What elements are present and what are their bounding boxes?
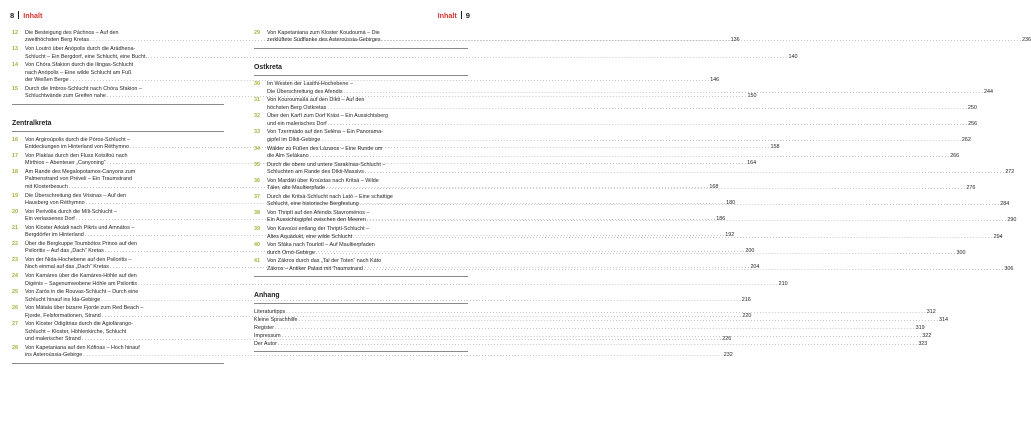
page-number: 140 bbox=[788, 53, 798, 60]
section-title: Zentralkreta bbox=[12, 119, 52, 127]
tour-number: 33 bbox=[254, 129, 260, 136]
entry-text bbox=[267, 81, 993, 96]
entry-title-text: Digénis – Sagenumwobene Höhle am Psiloritis bbox=[25, 280, 138, 287]
dot-leader bbox=[364, 266, 1004, 273]
left-page-number: 8 bbox=[10, 11, 15, 20]
entry-line bbox=[267, 194, 1009, 201]
page-number: 256 bbox=[968, 120, 978, 127]
entry-title-text: Von Chóra Sfakion durch die Ilingas-Schlucht bbox=[25, 62, 134, 69]
dot-leader bbox=[316, 250, 956, 257]
page-number: 306 bbox=[1004, 265, 1014, 272]
left-page-header bbox=[10, 9, 42, 23]
toc-entry bbox=[254, 113, 978, 128]
entry-title-text: ins Asteroússia-Gebirge bbox=[25, 352, 83, 359]
entry-title-text: Von Tzermiádo auf den Seléna – Ein Panorama- bbox=[267, 129, 383, 136]
entry-line bbox=[267, 89, 993, 96]
dot-leader bbox=[328, 121, 968, 128]
entry-line bbox=[25, 352, 733, 359]
tour-number: 20 bbox=[12, 208, 18, 215]
entry-title-text: Register bbox=[254, 325, 275, 332]
toc-entry bbox=[254, 341, 928, 348]
entry-title-text: Täler, alte Maultierpfade bbox=[267, 185, 325, 192]
entry-text bbox=[267, 129, 971, 144]
entry-line bbox=[267, 266, 1013, 273]
entry-line bbox=[267, 162, 1014, 169]
page-number: 262 bbox=[961, 136, 971, 143]
entry-title-text: Über den Karfí zum Dorf Krási – Ein Aussichtsberg bbox=[267, 113, 389, 120]
entry-line bbox=[267, 105, 977, 112]
entry-title-text: Schlucht – Ein Bergdorf, eine Schlucht, eine Bucht. bbox=[25, 53, 147, 60]
entry-title-text: Durch die Imbros-Schlucht nach Chóra Sfakion – bbox=[25, 85, 142, 92]
entry-title-text: Von Zákros durch das „Tal der Toten“ nach Káto bbox=[267, 258, 382, 265]
tour-number: 29 bbox=[254, 30, 260, 36]
header-divider bbox=[461, 11, 462, 19]
entry-title-text: Psiloritis – Auf das „Dach“ Kretas bbox=[25, 248, 104, 255]
dot-leader bbox=[326, 185, 966, 192]
tour-number: 25 bbox=[12, 289, 18, 296]
entry-line bbox=[267, 258, 1013, 265]
dot-leader bbox=[353, 234, 993, 241]
entry-title-text: Von Kouroumaïlá auf den Díkti – Auf den bbox=[267, 97, 365, 104]
tour-number: 18 bbox=[12, 169, 18, 176]
page-number: 180 bbox=[726, 199, 736, 206]
entry-title-text: Palmenstrand von Préveli – Ein Traumstrand bbox=[25, 176, 132, 183]
entry-title-text: Am Rande des Megalopotamos-Canyons zum bbox=[25, 169, 136, 176]
entry-title-text: durch Ornó-Gebirge bbox=[267, 249, 315, 256]
tour-number: 40 bbox=[254, 242, 260, 249]
entry-title-text: Impressum bbox=[254, 333, 281, 340]
dot-leader bbox=[365, 169, 1005, 176]
entry-title-text: Die Überschreitung des Afendis bbox=[267, 88, 343, 95]
dot-leader bbox=[298, 317, 938, 324]
entry-text bbox=[254, 309, 936, 316]
right-header-title: Inhalt bbox=[437, 11, 457, 20]
entry-title-text: Im Westen der Lasithi-Hochebene – bbox=[267, 81, 353, 88]
entry-text bbox=[267, 226, 1003, 241]
entry-title-text: Von Perivólia durch die Míli-Schlucht – bbox=[25, 208, 117, 215]
entry-line bbox=[254, 325, 925, 332]
right-page-number: 9 bbox=[465, 11, 470, 20]
toc-entry bbox=[12, 273, 788, 288]
dot-leader bbox=[327, 105, 967, 112]
entry-line bbox=[254, 309, 936, 316]
tour-number: 19 bbox=[12, 192, 18, 199]
entry-text bbox=[267, 210, 1016, 225]
page-number: 164 bbox=[747, 160, 757, 167]
tour-number: 37 bbox=[254, 193, 260, 200]
page-number: 146 bbox=[710, 77, 720, 84]
toc-entry bbox=[254, 81, 994, 96]
tour-number: 28 bbox=[12, 344, 18, 351]
dot-leader bbox=[278, 341, 918, 348]
entry-line bbox=[267, 169, 1014, 176]
entry-title-text: Fjorde, Felsformationen, Strand bbox=[25, 312, 101, 319]
entry-title-text: Von Argiroúpolis durch die Póros-Schlucht – bbox=[25, 136, 131, 143]
page-number: 284 bbox=[1000, 201, 1010, 208]
tour-number: 35 bbox=[254, 161, 260, 168]
entry-line bbox=[267, 113, 977, 120]
entry-title-text: nach Anópolis – Eine wilde Schlucht am Fuß bbox=[25, 69, 132, 76]
tour-number: 26 bbox=[12, 305, 18, 312]
entry-line bbox=[267, 250, 965, 257]
entry-title-text: Von Kloster Arkádi nach Pikris und Amnátos – bbox=[25, 224, 135, 231]
tour-number: 16 bbox=[12, 136, 18, 143]
page-number: 266 bbox=[950, 152, 960, 159]
page-number: 276 bbox=[966, 185, 976, 192]
entry-line bbox=[267, 81, 993, 88]
page-number: 290 bbox=[1007, 217, 1017, 224]
header-divider bbox=[18, 11, 19, 19]
entry-text bbox=[267, 162, 1014, 177]
toc-entry bbox=[12, 46, 798, 61]
entry-text bbox=[267, 30, 1031, 45]
entry-title-text: Altes Aquädukt, eine wilde Schlucht bbox=[267, 233, 353, 240]
entry-text bbox=[254, 341, 927, 348]
page-number: 200 bbox=[745, 248, 755, 255]
tour-number: 34 bbox=[254, 145, 260, 152]
entry-line bbox=[254, 341, 927, 348]
entry-title-text: Von Kapetaniana zum Kloster Koudoumá – Die bbox=[267, 30, 380, 36]
entry-title-text: Schlucht, eine historische Bergfestung bbox=[267, 201, 359, 208]
entry-line bbox=[267, 146, 959, 153]
entry-title-text: Von Mátala über bizarre Fjorde zum Red Beach – bbox=[25, 305, 144, 312]
page-number: 220 bbox=[742, 312, 752, 319]
entry-line bbox=[267, 37, 1031, 44]
entry-title-text: Schlucht – Kloster, Höhlenkirche, Schlucht bbox=[25, 328, 127, 335]
entry-title-text: Noch einmal auf das „Dach“ Kretas bbox=[25, 264, 109, 271]
entry-title-text: Die Besteigung des Páchnos – Auf den bbox=[25, 30, 119, 36]
entry-title-text: die Alm Selákano bbox=[267, 152, 309, 159]
entry-line bbox=[267, 201, 1009, 208]
entry-title-text: Ein Aussichtsgipfel zwischen den Meeren bbox=[267, 217, 366, 224]
page-number: 232 bbox=[723, 352, 733, 359]
dot-leader bbox=[83, 352, 723, 359]
tour-number: 15 bbox=[12, 85, 18, 92]
entry-title-text: Mírthios – Abenteuer „Canyoning“ bbox=[25, 160, 106, 167]
entry-title-text: Durch die Kritsá-Schlucht nach Lató – Eine schattige bbox=[267, 193, 393, 200]
page-number: 150 bbox=[747, 93, 757, 100]
entry-line bbox=[267, 242, 965, 249]
page-number: 322 bbox=[922, 333, 932, 340]
entry-line bbox=[267, 217, 1016, 224]
entry-title-text: Von Kloster Odigítrias durch die Agiofárango- bbox=[25, 321, 133, 328]
page-number: 300 bbox=[956, 249, 966, 256]
entry-line bbox=[267, 30, 1031, 37]
entry-line bbox=[267, 121, 977, 128]
entry-title-text: und ein malerisches Dorf bbox=[267, 120, 327, 127]
entry-title-text: Zákros – Antiker Palast mit Traumstrand bbox=[267, 265, 363, 272]
entry-title-text: Von Kapetaniana auf den Kófinas – Hoch hinauf bbox=[25, 344, 140, 351]
dot-leader bbox=[382, 37, 1022, 44]
entry-title-text: Hausberg von Réthymno bbox=[25, 199, 85, 206]
entry-title-text: Ein verlassenes Dorf bbox=[25, 216, 75, 223]
entry-title-text: Schluchtwände zum Greifen nahe bbox=[25, 93, 106, 100]
entry-title-text: und malerischer Strand bbox=[25, 336, 81, 343]
tour-number: 36 bbox=[254, 177, 260, 184]
toc-entry bbox=[254, 325, 925, 332]
right-page-header bbox=[438, 9, 470, 23]
entry-title-text: Schluchten am Rande des Díkti-Massivs bbox=[267, 169, 364, 176]
entry-text bbox=[254, 325, 925, 332]
entry-line bbox=[267, 97, 977, 104]
entry-title-text: zerklüftete Südflanke des Asteroússia-Gebirges bbox=[267, 37, 381, 44]
entry-line bbox=[267, 185, 975, 192]
page-number: 236 bbox=[1022, 37, 1031, 44]
entry-title-text: Literaturtipps bbox=[254, 309, 286, 316]
entry-title-text: gipfel im Díkti-Gebirge bbox=[267, 136, 321, 143]
tour-number: 21 bbox=[12, 224, 18, 231]
entry-text bbox=[267, 258, 1013, 273]
tour-number: 27 bbox=[12, 321, 18, 328]
tour-number: 14 bbox=[12, 62, 18, 69]
entry-title-text: zweithöchsten Berg Kretas bbox=[25, 37, 90, 44]
section-title: Anhang bbox=[254, 292, 280, 300]
page-number: 168 bbox=[709, 183, 719, 190]
tour-number: 23 bbox=[12, 257, 18, 264]
page-number: 226 bbox=[722, 336, 732, 343]
entry-title-text: höchsten Berg Ostkretas bbox=[267, 104, 327, 111]
tour-number: 12 bbox=[12, 30, 18, 36]
entry-line bbox=[254, 333, 931, 340]
tour-number: 17 bbox=[12, 152, 18, 159]
entry-text bbox=[254, 333, 931, 340]
entry-title-text: Von der Nída-Hochebene auf den Psiloritis – bbox=[25, 257, 132, 264]
dot-leader bbox=[286, 309, 926, 316]
page-number: 250 bbox=[967, 104, 977, 111]
dot-leader bbox=[275, 325, 915, 332]
page-number: 136 bbox=[730, 37, 740, 44]
left-header-title: Inhalt bbox=[23, 11, 43, 20]
entry-line bbox=[267, 129, 971, 136]
entry-text bbox=[267, 97, 977, 112]
page-number: 192 bbox=[725, 232, 735, 239]
tour-number: 32 bbox=[254, 113, 260, 120]
entry-line bbox=[267, 137, 971, 144]
entry-title-text: Über die Bergkuppe Toumbótos Prinos auf den bbox=[25, 240, 137, 247]
page-number: 216 bbox=[741, 296, 751, 303]
entry-title-text: Durch die obere und untere Sarakínas-Schlucht – bbox=[267, 161, 386, 168]
dot-leader bbox=[344, 89, 984, 96]
entry-line bbox=[267, 210, 1016, 217]
tour-number: 39 bbox=[254, 226, 260, 233]
page-number: 319 bbox=[915, 325, 925, 332]
tour-number: 30 bbox=[254, 81, 260, 88]
tour-number: 41 bbox=[254, 258, 260, 265]
page-number: 323 bbox=[918, 341, 928, 348]
entry-line bbox=[267, 153, 959, 160]
entry-text bbox=[254, 317, 948, 324]
entry-text bbox=[267, 242, 965, 257]
tour-number: 13 bbox=[12, 46, 18, 53]
entry-title-text: mit Klosterbesuch bbox=[25, 183, 68, 190]
entry-title-text: Die Überschreitung des Vrisinas – Auf den bbox=[25, 192, 127, 199]
entry-title-text: Von Plakías durch den Fluss Kotsifoú nach bbox=[25, 152, 128, 159]
entry-line bbox=[267, 178, 975, 185]
dot-leader bbox=[367, 217, 1007, 224]
entry-title-text: Von Kavoúsi entlang der Thriptí-Schlucht – bbox=[267, 226, 370, 233]
toc-entry bbox=[254, 97, 977, 112]
tour-number: 38 bbox=[254, 209, 260, 216]
entry-title-text: Der Autor bbox=[254, 341, 277, 348]
entry-title-text: Schlucht hinauf ins Ída-Gebirge bbox=[25, 296, 101, 303]
page-number: 314 bbox=[938, 317, 948, 324]
dot-leader bbox=[282, 333, 922, 340]
entry-title-text: Wälder zu Füßen des Lázaros – Eine Runde um bbox=[267, 145, 383, 152]
entry-text bbox=[267, 178, 975, 193]
page-number: 210 bbox=[778, 280, 788, 287]
entry-title-text: Von Zarós in die Rouvas-Schlucht – Durch eine bbox=[25, 289, 139, 296]
page-number: 158 bbox=[770, 144, 780, 151]
entry-title-text: Von Loutró über Anópolis durch die Arádhena- bbox=[25, 46, 136, 53]
tour-number: 31 bbox=[254, 97, 260, 104]
page-number: 272 bbox=[1005, 169, 1015, 176]
entry-title-text: Von Kamáres über die Kamáres-Höhle auf den bbox=[25, 273, 137, 280]
dot-leader bbox=[360, 201, 1000, 208]
entry-title-text: Von Mardáti über Kroústas nach Kritsá – Wilde bbox=[267, 177, 379, 184]
entry-line bbox=[267, 226, 1003, 233]
dot-leader bbox=[310, 153, 950, 160]
entry-title-text: Von Thriptí auf den Afendis Stavroménos – bbox=[267, 209, 370, 216]
page-number: 294 bbox=[993, 233, 1003, 240]
entry-text bbox=[267, 113, 977, 128]
entry-text bbox=[267, 194, 1009, 209]
entry-title-text: Bergdörfer im Hinterland bbox=[25, 232, 84, 239]
page-number: 186 bbox=[716, 216, 726, 223]
entry-title-text: Entdeckungen im Hinterland von Réthymno bbox=[25, 144, 129, 151]
entry-line bbox=[267, 234, 1003, 241]
tour-number: 24 bbox=[12, 273, 18, 280]
page-number: 204 bbox=[750, 264, 760, 271]
page-number: 312 bbox=[926, 309, 936, 316]
tour-number: 22 bbox=[12, 240, 18, 247]
page-number: 244 bbox=[984, 88, 994, 95]
section-title: Ostkreta bbox=[254, 64, 282, 72]
dot-leader bbox=[321, 137, 961, 144]
entry-title-text: Kleine Sprachhilfe bbox=[254, 317, 298, 324]
entry-title-text: der Weißen Berge bbox=[25, 77, 69, 84]
entry-text bbox=[267, 146, 959, 161]
entry-title-text: Von Sfáka nach Tourlotí – Auf Maultierpfaden bbox=[267, 242, 375, 249]
toc-entry bbox=[254, 129, 971, 144]
toc-entry bbox=[254, 317, 948, 324]
entry-line bbox=[254, 317, 948, 324]
